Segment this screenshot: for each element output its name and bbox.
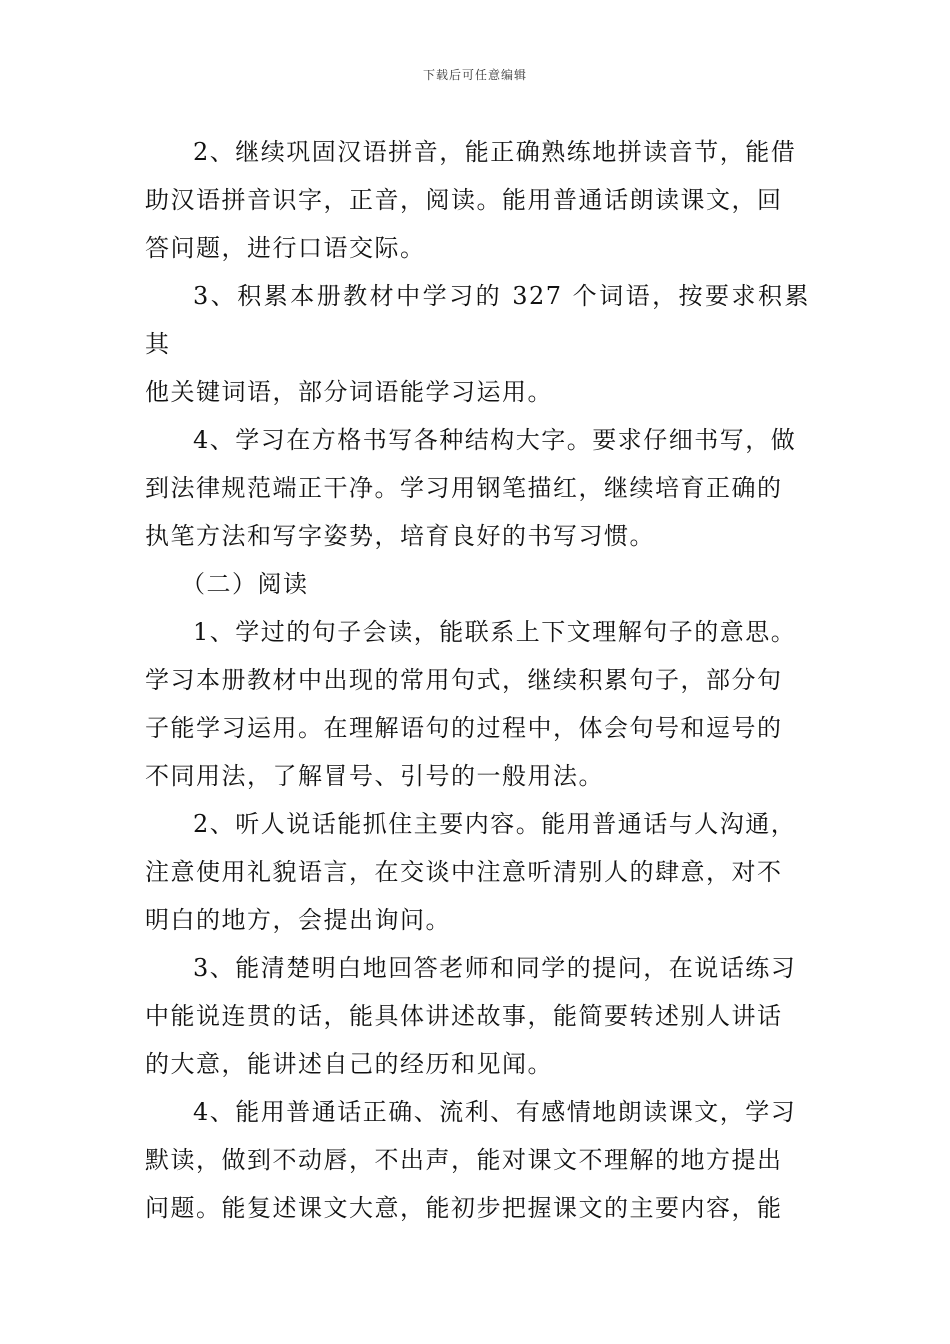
- text-line: 3、能清楚明白地回答老师和同学的提问，在说话练习: [193, 954, 797, 982]
- text-line: 助汉语拼音识字，正音，阅读。能用普通话朗读课文，回: [145, 186, 783, 214]
- paragraph-speaking: [145, 944, 810, 1088]
- text-line: 不同用法，了解冒号、引号的一般用法。: [145, 762, 604, 790]
- text-line: 学习本册教材中出现的常用句式，继续积累句子，部分句: [145, 666, 783, 694]
- text-line: 问题。能复述课文大意，能初步把握课文的主要内容，能: [145, 1194, 783, 1222]
- section-heading: （二）阅读: [181, 570, 309, 598]
- text-line: 明白的地方，会提出询问。: [145, 906, 451, 934]
- text-line: 的大意，能讲述自己的经历和见闻。: [145, 1050, 553, 1078]
- paragraph-sentences: [145, 608, 810, 800]
- paragraph-reading-aloud: [145, 1088, 810, 1232]
- text-line: 注意使用礼貌语言，在交谈中注意听清别人的肆意，对不: [145, 858, 783, 886]
- text-line: 子能学习运用。在理解语句的过程中，体会句号和逗号的: [145, 714, 783, 742]
- text-line: 他关键词语，部分词语能学习运用。: [145, 378, 553, 406]
- paragraph-vocabulary: [145, 272, 810, 416]
- text-line: 到法律规范端正干净。学习用钢笔描红，继续培育正确的: [145, 474, 783, 502]
- text-line: 1、学过的句子会读，能联系上下文理解句子的意思。: [193, 618, 797, 646]
- text-line: 默读，做到不动唇，不出声，能对课文不理解的地方提出: [145, 1146, 783, 1174]
- page-header: 下载后可任意编辑: [422, 68, 527, 82]
- document-body: [145, 128, 810, 1232]
- text-line: 3、积累本册教材中学习的 327 个词语，按要求积累其: [145, 282, 810, 358]
- text-line: 4、学习在方格书写各种结构大字。要求仔细书写，做: [193, 426, 797, 454]
- text-line: 执笔方法和写字姿势，培育良好的书写习惯。: [145, 522, 655, 550]
- paragraph-writing: [145, 416, 810, 560]
- paragraph-pinyin: [145, 128, 810, 272]
- paragraph-listening: [145, 800, 810, 944]
- text-line: 2、听人说话能抓住主要内容。能用普通话与人沟通，: [193, 810, 797, 838]
- text-line: 2、继续巩固汉语拼音，能正确熟练地拼读音节，能借: [193, 138, 797, 166]
- text-line: 4、能用普通话正确、流利、有感情地朗读课文，学习: [193, 1098, 797, 1126]
- text-line: 答问题，进行口语交际。: [145, 234, 426, 262]
- text-line: 中能说连贯的话，能具体讲述故事，能简要转述别人讲话: [145, 1002, 783, 1030]
